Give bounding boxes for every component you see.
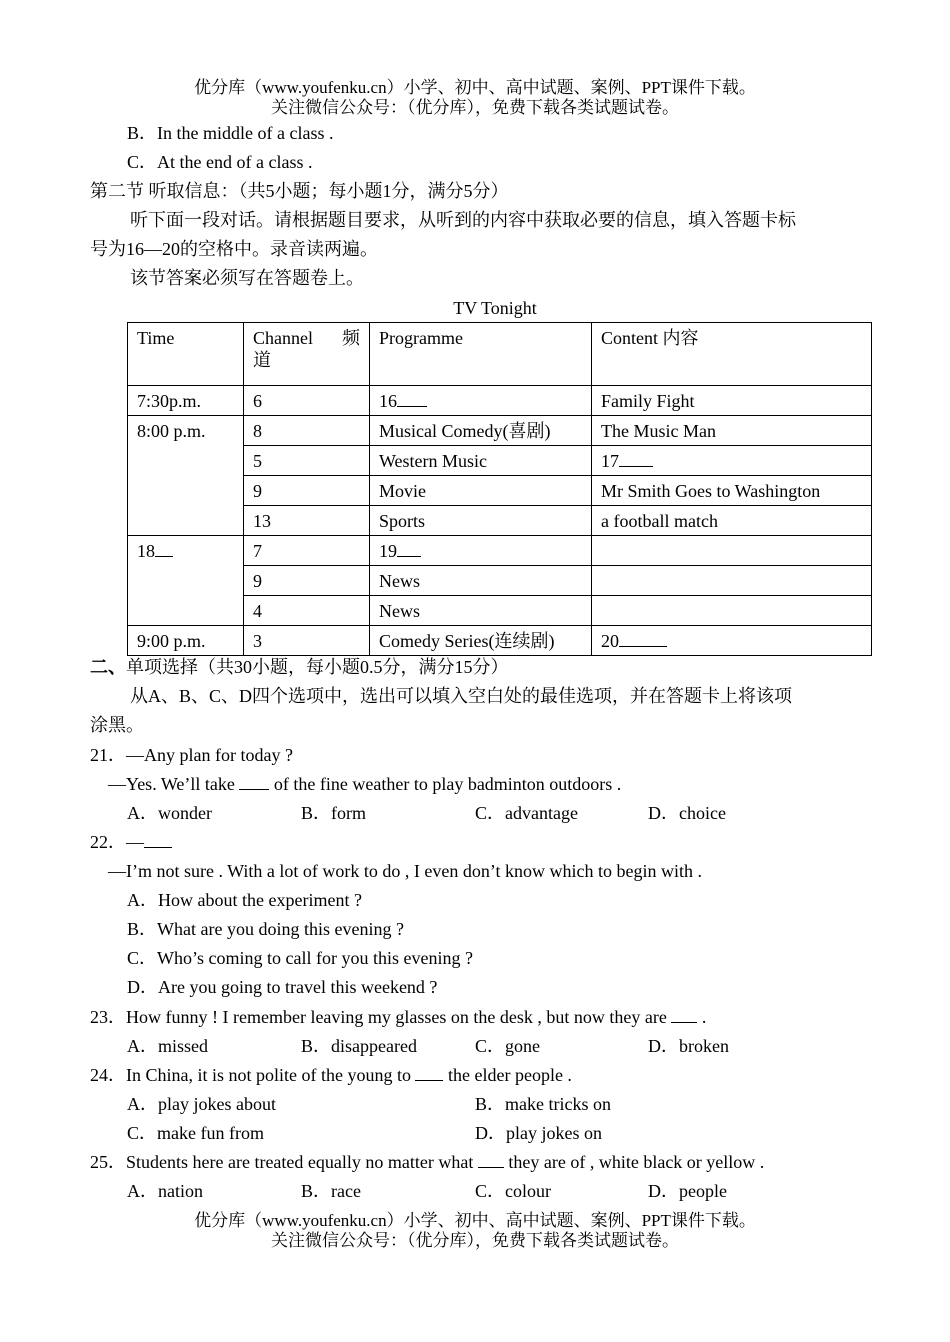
cell-time: 8:00 p.m. <box>128 416 244 536</box>
cell-channel: 7 <box>244 536 370 566</box>
q24-stem-part-1: 24．In China, it is not polite of the young to <box>90 1065 416 1085</box>
header-content: Content 内容 <box>592 323 872 386</box>
cell-content: The Music Man <box>592 416 872 446</box>
cell-channel: 9 <box>244 476 370 506</box>
q24-option-d[interactable]: D．play jokes on <box>475 1123 602 1143</box>
footer-line-1: 优分库（www.youfenku.cn）小学、初中、高中试题、案例、PPT课件下载。 <box>194 1211 756 1230</box>
cell-programme: Movie <box>370 476 592 506</box>
q23-option-b[interactable]: B．disappeared <box>301 1036 417 1056</box>
q23-stem <box>90 1006 706 1028</box>
table-row <box>128 536 872 566</box>
q25-option-c[interactable]: C．colour <box>475 1181 551 1201</box>
cell-channel: 6 <box>244 386 370 416</box>
header-channel-zh-1: 频 <box>342 328 360 348</box>
cell-channel: 5 <box>244 446 370 476</box>
cell-programme: Sports <box>370 506 592 536</box>
q21-option-d[interactable]: D．choice <box>648 803 726 823</box>
q21-reply-part-1: —Yes. We’ll take <box>108 774 240 794</box>
table-row <box>128 386 872 416</box>
table-title: TV Tonight <box>453 298 537 318</box>
blank-18[interactable] <box>155 540 173 557</box>
q23-option-d[interactable]: D．broken <box>648 1036 729 1056</box>
q21-option-b[interactable]: B．form <box>301 803 366 823</box>
header-time: Time <box>128 323 244 386</box>
q24-stem <box>90 1064 572 1086</box>
q25-blank[interactable] <box>478 1151 504 1168</box>
q21-reply-part-2: of the fine weather to play badminton outdoors . <box>269 774 622 794</box>
part2-title-number: 二、 <box>90 657 126 677</box>
q25-stem-part-2: they are of , white black or yellow . <box>503 1152 765 1172</box>
cell-content <box>592 536 872 566</box>
part2-instruction-2: 涂黑。 <box>90 715 144 735</box>
q23-stem-part-2: . <box>697 1007 707 1027</box>
cell-channel: 4 <box>244 596 370 626</box>
q21-reply <box>108 773 621 795</box>
cell-channel: 8 <box>244 416 370 446</box>
q23-option-c[interactable]: C．gone <box>475 1036 540 1056</box>
cell-content: Family Fight <box>592 386 872 416</box>
q21-option-c[interactable]: C．advantage <box>475 803 578 823</box>
header-channel-en: Channel <box>253 328 313 348</box>
section2-instruction-2: 号为16—20的空格中。录音读两遍。 <box>90 239 378 259</box>
q24-option-a[interactable]: A．play jokes about <box>127 1094 276 1114</box>
header-programme: Programme <box>370 323 592 386</box>
cell-content <box>592 446 872 476</box>
q25-stem-part-1: 25．Students here are treated equally no matter what <box>90 1152 478 1172</box>
part2-title <box>90 656 509 678</box>
cell-channel: 9 <box>244 566 370 596</box>
tv-schedule-table <box>127 322 872 656</box>
cell-programme <box>370 536 592 566</box>
header-channel-zh-2: 道 <box>253 350 271 370</box>
cell-content: Mr Smith Goes to Washington <box>592 476 872 506</box>
section2-instruction-1: 听下面一段对话。请根据题目要求，从听到的内容中获取必要的信息，填入答题卡标 <box>130 210 796 230</box>
cell-programme <box>370 386 592 416</box>
footer-line-2: 关注微信公众号：（优分库），免费下载各类试题试卷。 <box>271 1231 679 1250</box>
q22-option-a[interactable]: A．How about the experiment ? <box>127 890 362 910</box>
blank-18-label: 18 <box>137 541 155 561</box>
q25-stem <box>90 1151 764 1173</box>
q25-option-b[interactable]: B．race <box>301 1181 361 1201</box>
q21-stem: 21．—Any plan for today ? <box>90 745 293 765</box>
header-line-1: 优分库（www.youfenku.cn）小学、初中、高中试题、案例、PPT课件下载。 <box>194 78 756 97</box>
cell-programme: Musical Comedy(喜剧) <box>370 416 592 446</box>
cell-content: a football match <box>592 506 872 536</box>
part2-title-text: 单项选择（共30小题，每小题0.5分，满分15分） <box>126 657 509 677</box>
q22-blank[interactable] <box>144 831 172 848</box>
blank-20-label: 20 <box>601 630 619 651</box>
cell-channel: 3 <box>244 626 370 656</box>
q25-option-d[interactable]: D．people <box>648 1181 727 1201</box>
header-line-2: 关注微信公众号：（优分库），免费下载各类试题试卷。 <box>271 98 679 117</box>
cell-programme: Comedy Series(连续剧) <box>370 626 592 656</box>
part2-instruction-1: 从A、B、C、D四个选项中，选出可以填入空白处的最佳选项，并在答题卡上将该项 <box>130 686 793 706</box>
q21-blank[interactable] <box>239 773 269 790</box>
cell-content <box>592 566 872 596</box>
q22-option-b[interactable]: B．What are you doing this evening ? <box>127 919 404 939</box>
q22-stem <box>90 831 172 853</box>
cell-programme: Western Music <box>370 446 592 476</box>
blank-17[interactable] <box>619 450 653 467</box>
q21-option-a[interactable]: A．wonder <box>127 803 212 823</box>
blank-16-label: 16 <box>379 390 397 411</box>
cell-programme: News <box>370 566 592 596</box>
blank-19-label: 19 <box>379 540 397 561</box>
section2-instruction-3: 该节答案必须写在答题卷上。 <box>130 268 364 288</box>
q25-option-a[interactable]: A．nation <box>127 1181 203 1201</box>
q23-blank[interactable] <box>671 1006 697 1023</box>
cell-time: 9:00 p.m. <box>128 626 244 656</box>
q22-option-c[interactable]: C．Who’s coming to call for you this evening ? <box>127 948 473 968</box>
table-row <box>128 416 872 446</box>
cell-content <box>592 596 872 626</box>
cell-content <box>592 626 872 656</box>
q23-stem-part-1: 23．How funny ! I remember leaving my glasses on the desk , but now they are <box>90 1007 672 1027</box>
q24-option-b[interactable]: B．make tricks on <box>475 1094 611 1114</box>
q24-option-c[interactable]: C．make fun from <box>127 1123 264 1143</box>
q22-option-d[interactable]: D．Are you going to travel this weekend ? <box>127 977 438 997</box>
prev-option-c: C．At the end of a class . <box>127 152 313 172</box>
q23-option-a[interactable]: A．missed <box>127 1036 208 1056</box>
blank-17-label: 17 <box>601 450 619 471</box>
q24-blank[interactable] <box>415 1064 443 1081</box>
table-header-row <box>128 323 872 386</box>
cell-channel: 13 <box>244 506 370 536</box>
cell-time: 7:30p.m. <box>128 386 244 416</box>
cell-programme: News <box>370 596 592 626</box>
table-row <box>128 626 872 656</box>
prev-option-b: B．In the middle of a class . <box>127 123 334 143</box>
blank-19[interactable] <box>397 540 421 557</box>
q24-stem-part-2: the elder people . <box>443 1065 572 1085</box>
header-channel <box>244 323 370 386</box>
section2-title: 第二节 听取信息：（共5小题；每小题1分，满分5分） <box>90 181 509 201</box>
blank-20[interactable] <box>619 630 667 647</box>
q22-reply: —I’m not sure . With a lot of work to do , I even don’t know which to begin with . <box>108 861 703 881</box>
q22-stem-text: 22．— <box>90 832 144 852</box>
blank-16[interactable] <box>397 390 427 407</box>
cell-time <box>128 536 244 626</box>
